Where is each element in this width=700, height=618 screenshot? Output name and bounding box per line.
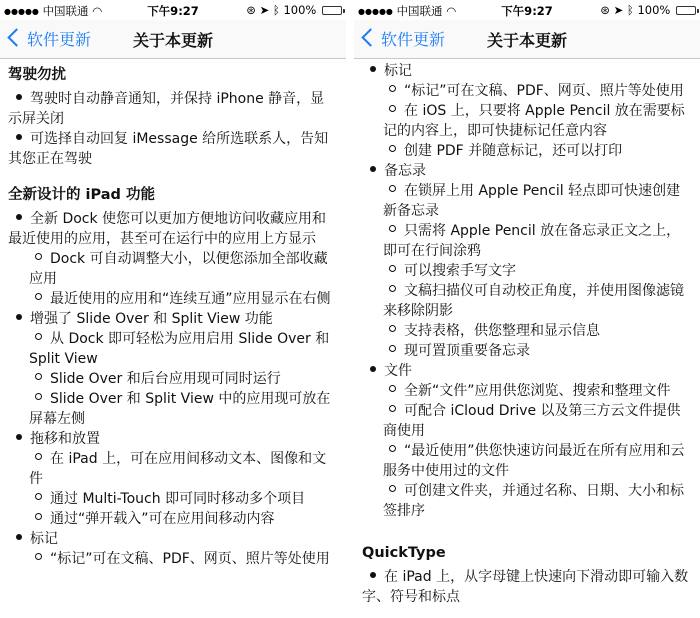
status-time: 下午9:27 — [501, 4, 553, 18]
sub-list-item: Slide Over 和后台应用现可同时运行 — [0, 369, 346, 389]
navigation-bar — [354, 20, 700, 59]
location-arrow-icon: ➤ — [613, 3, 624, 17]
list-item: 拖移和放置 — [0, 429, 346, 449]
status-bar — [0, 0, 346, 20]
sub-bullet-icon — [389, 225, 396, 232]
section-title: 全新设计的 iPad 功能 — [8, 187, 155, 203]
list-item: 文件 — [354, 361, 700, 381]
sub-list-item: 在 iOS 上，只要将 Apple Pencil 放在需要标记的内容上，即可快捷标记任意内容 — [383, 103, 685, 139]
bullet-icon — [16, 314, 22, 320]
sub-list-item: 最近使用的应用和“连续互通”应用显示在右侧 — [0, 289, 346, 309]
sub-bullet-icon — [35, 493, 42, 500]
right-screenshot — [354, 0, 700, 618]
sub-bullet-icon — [35, 373, 42, 380]
status-time: 下午9:27 — [147, 4, 199, 18]
sub-list-item: Slide Over 和 Split View 中的应用现可放在屏幕左侧 — [29, 391, 331, 427]
sub-list-item: 通过“弹开载入”可在应用间移动内容 — [0, 509, 346, 529]
sub-list-item: 在锁屏上用 Apple Pencil 轻点即可快速创建新备忘录 — [383, 183, 681, 219]
divider — [346, 0, 354, 618]
sub-list-item: 通过 Multi-Touch 即可同时移动多个项目 — [0, 489, 346, 509]
sub-list-item: “最近使用”供您快速访问最近在所有应用和云服务中使用过的文件 — [383, 443, 685, 479]
sub-list-item: 可以搜索手写文字 — [354, 261, 700, 281]
sub-list-item: “标记”可在文稿、PDF、网页、照片等处使用 — [0, 549, 346, 569]
list-item: 增强了 Slide Over 和 Split View 功能 — [0, 309, 346, 329]
battery-icon — [322, 6, 342, 15]
signal-bars-icon: ●●●●● — [358, 7, 393, 16]
sub-bullet-icon — [35, 333, 42, 340]
list-item: 全新 Dock 使您可以更加方便地访问收藏应用和最近使用的应用，甚至可在运行中的应用上方显示 — [8, 211, 327, 247]
sub-list-item: 文稿扫描仪可自动校正角度，并使用图像滤镜来移除阴影 — [383, 283, 684, 319]
sub-bullet-icon — [389, 405, 396, 412]
battery-percent: 100% — [637, 3, 671, 17]
list-item: 驾驶时自动静音通知，并保持 iPhone 静音，显示屏关闭 — [8, 91, 325, 127]
sub-bullet-icon — [35, 453, 42, 460]
sub-list-item: “标记”可在文稿、PDF、网页、照片等处使用 — [354, 81, 700, 101]
update-notes-scroll[interactable] — [354, 59, 700, 618]
bullet-icon — [16, 434, 22, 440]
list-item: 标记 — [0, 529, 346, 549]
left-screenshot — [0, 0, 346, 618]
sub-list-item: Dock 可自动调整大小，以便您添加全部收藏应用 — [29, 251, 328, 287]
sub-list-item: 只需将 Apple Pencil 放在备忘录正文之上，即可在行间涂鸦 — [383, 223, 681, 259]
carrier-label: 中国联通 — [42, 4, 89, 18]
update-notes-scroll[interactable] — [0, 59, 346, 618]
sub-bullet-icon — [389, 185, 396, 192]
sub-list-item: 在 iPad 上，可在应用间移动文本、图像和文件 — [29, 451, 327, 487]
list-item: 备忘录 — [354, 161, 700, 181]
lock-rotation-icon: ⊛ — [600, 3, 610, 17]
bullet-icon — [16, 134, 22, 140]
sub-bullet-icon — [35, 393, 42, 400]
section-title: 驾驶勿扰 — [8, 67, 66, 83]
list-item: 在 iPad 上，从字母键上快速向下滑动即可输入数字、符号和标点 — [362, 569, 689, 605]
sub-bullet-icon — [389, 325, 396, 332]
wifi-icon: ◠ — [92, 4, 103, 18]
sub-bullet-icon — [389, 345, 396, 352]
sub-bullet-icon — [389, 285, 396, 292]
back-label: 软件更新 — [27, 30, 92, 49]
list-item: 标记 — [354, 61, 700, 81]
sub-bullet-icon — [389, 145, 396, 152]
sub-list-item: 可配合 iCloud Drive 以及第三方云文件提供商使用 — [383, 403, 681, 439]
status-right-group — [600, 3, 696, 17]
sub-bullet-icon — [389, 485, 396, 492]
carrier-label: 中国联通 — [396, 4, 443, 18]
sub-list-item: 可创建文件夹，并通过名称、日期、大小和标签排序 — [383, 483, 684, 519]
sub-bullet-icon — [389, 385, 396, 392]
sub-bullet-icon — [35, 513, 42, 520]
sub-list-item: 从 Dock 即可轻松为应用启用 Slide Over 和 Split View — [29, 331, 330, 367]
wifi-icon: ◠ — [446, 4, 457, 18]
signal-bars-icon: ●●●●● — [4, 7, 39, 16]
sub-list-item: 全新“文件”应用供您浏览、搜索和整理文件 — [354, 381, 700, 401]
back-label: 软件更新 — [381, 30, 446, 49]
status-bar — [354, 0, 700, 20]
section-title: QuickType — [362, 545, 446, 561]
battery-percent: 100% — [283, 3, 317, 17]
bullet-icon — [16, 214, 22, 220]
bullet-icon — [370, 166, 376, 172]
sub-list-item: 支持表格，供您整理和显示信息 — [354, 321, 700, 341]
sub-bullet-icon — [35, 253, 42, 260]
bullet-icon — [16, 534, 22, 540]
sub-bullet-icon — [389, 445, 396, 452]
location-arrow-icon: ➤ — [259, 3, 270, 17]
bullet-icon — [370, 66, 376, 72]
bluetooth-icon: ᛒ — [626, 3, 634, 17]
sub-bullet-icon — [35, 293, 42, 300]
sub-bullet-icon — [389, 105, 396, 112]
list-item: 可选择自动回复 iMessage 给所选联系人，告知其您正在驾驶 — [8, 131, 329, 167]
sub-bullet-icon — [35, 553, 42, 560]
sub-bullet-icon — [389, 265, 396, 272]
sub-bullet-icon — [389, 85, 396, 92]
nav-title: 关于本更新 — [486, 31, 567, 50]
sub-list-item: 创建 PDF 并随意标记，还可以打印 — [354, 141, 700, 161]
navigation-bar — [0, 20, 346, 59]
bullet-icon — [370, 366, 376, 372]
bluetooth-icon: ᛒ — [272, 3, 280, 17]
lock-rotation-icon: ⊛ — [246, 3, 256, 17]
status-right-group — [246, 3, 342, 17]
bullet-icon — [370, 572, 376, 578]
nav-title: 关于本更新 — [132, 31, 213, 50]
sub-list-item: 现可置顶重要备忘录 — [354, 341, 700, 361]
bullet-icon — [16, 94, 22, 100]
battery-icon — [676, 6, 696, 15]
